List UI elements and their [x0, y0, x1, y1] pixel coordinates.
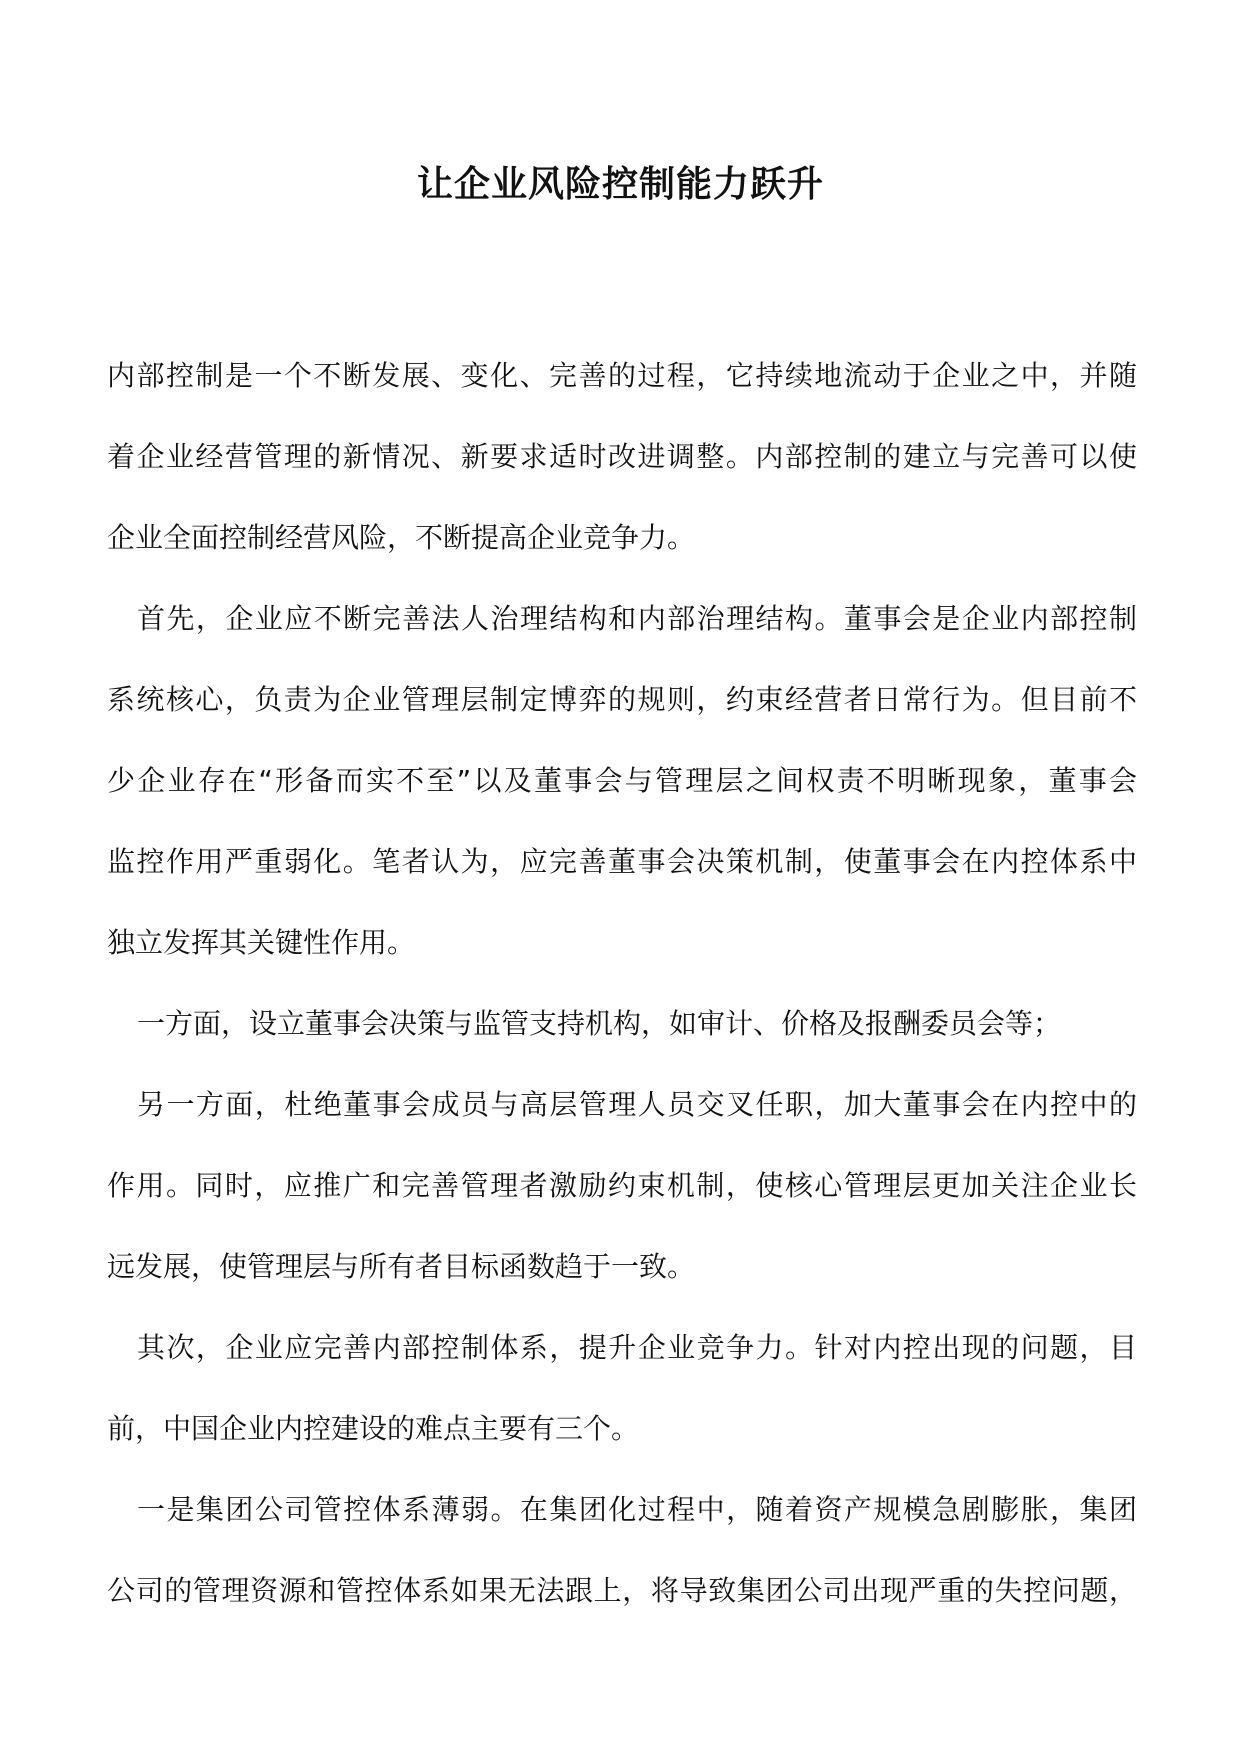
- text-line: 少企业存在“形备而实不至”以及董事会与管理层之间权责不明晰现象，董事会: [107, 764, 1137, 797]
- text-line: 公司的管理资源和管控体系如果无法跟上，将导致集团公司出现严重的失控问题，: [107, 1574, 1137, 1607]
- paragraph: [107, 335, 1137, 578]
- text-line: 作用。同时，应推广和完善管理者激励约束机制，使核心管理层更加关注企业长: [107, 1169, 1137, 1202]
- document-body: [107, 335, 1137, 1631]
- text-line: 其次，企业应完善内部控制体系，提升企业竞争力。针对内控出现的问题，目: [137, 1331, 1137, 1364]
- text-line: 内部控制是一个不断发展、变化、完善的过程，它持续地流动于企业之中，并随: [107, 359, 1137, 392]
- text-line: 企业全面控制经营风险，不断提高企业竞争力。: [107, 521, 696, 554]
- text-line: 前，中国企业内控建设的难点主要有三个。: [107, 1412, 640, 1445]
- paragraph: [107, 1064, 1137, 1307]
- text-line: 系统核心，负责为企业管理层制定博弈的规则，约束经营者日常行为。但目前不: [107, 683, 1137, 716]
- text-line: 一是集团公司管控体系薄弱。在集团化过程中，随着资产规模急剧膨胀，集团: [137, 1493, 1137, 1526]
- text-line: 远发展，使管理层与所有者目标函数趋于一致。: [107, 1250, 696, 1283]
- text-line: 着企业经营管理的新情况、新要求适时改进调整。内部控制的建立与完善可以使: [107, 440, 1137, 473]
- text-line: 监控作用严重弱化。笔者认为，应完善董事会决策机制，使董事会在内控体系中: [107, 845, 1137, 878]
- document-title: 让企业风险控制能力跃升: [416, 164, 824, 205]
- text-line: 另一方面，杜绝董事会成员与高层管理人员交叉任职，加大董事会在内控中的: [137, 1088, 1137, 1121]
- text-line: 首先，企业应不断完善法人治理结构和内部治理结构。董事会是企业内部控制: [137, 602, 1137, 635]
- text-line: 一方面，设立董事会决策与监管支持机构，如审计、价格及报酬委员会等；: [137, 1007, 1062, 1040]
- paragraph: [107, 1307, 1137, 1469]
- paragraph: [107, 1469, 1137, 1631]
- text-line: 独立发挥其关键性作用。: [107, 926, 416, 959]
- paragraph: [107, 578, 1137, 983]
- paragraph: [107, 983, 1137, 1064]
